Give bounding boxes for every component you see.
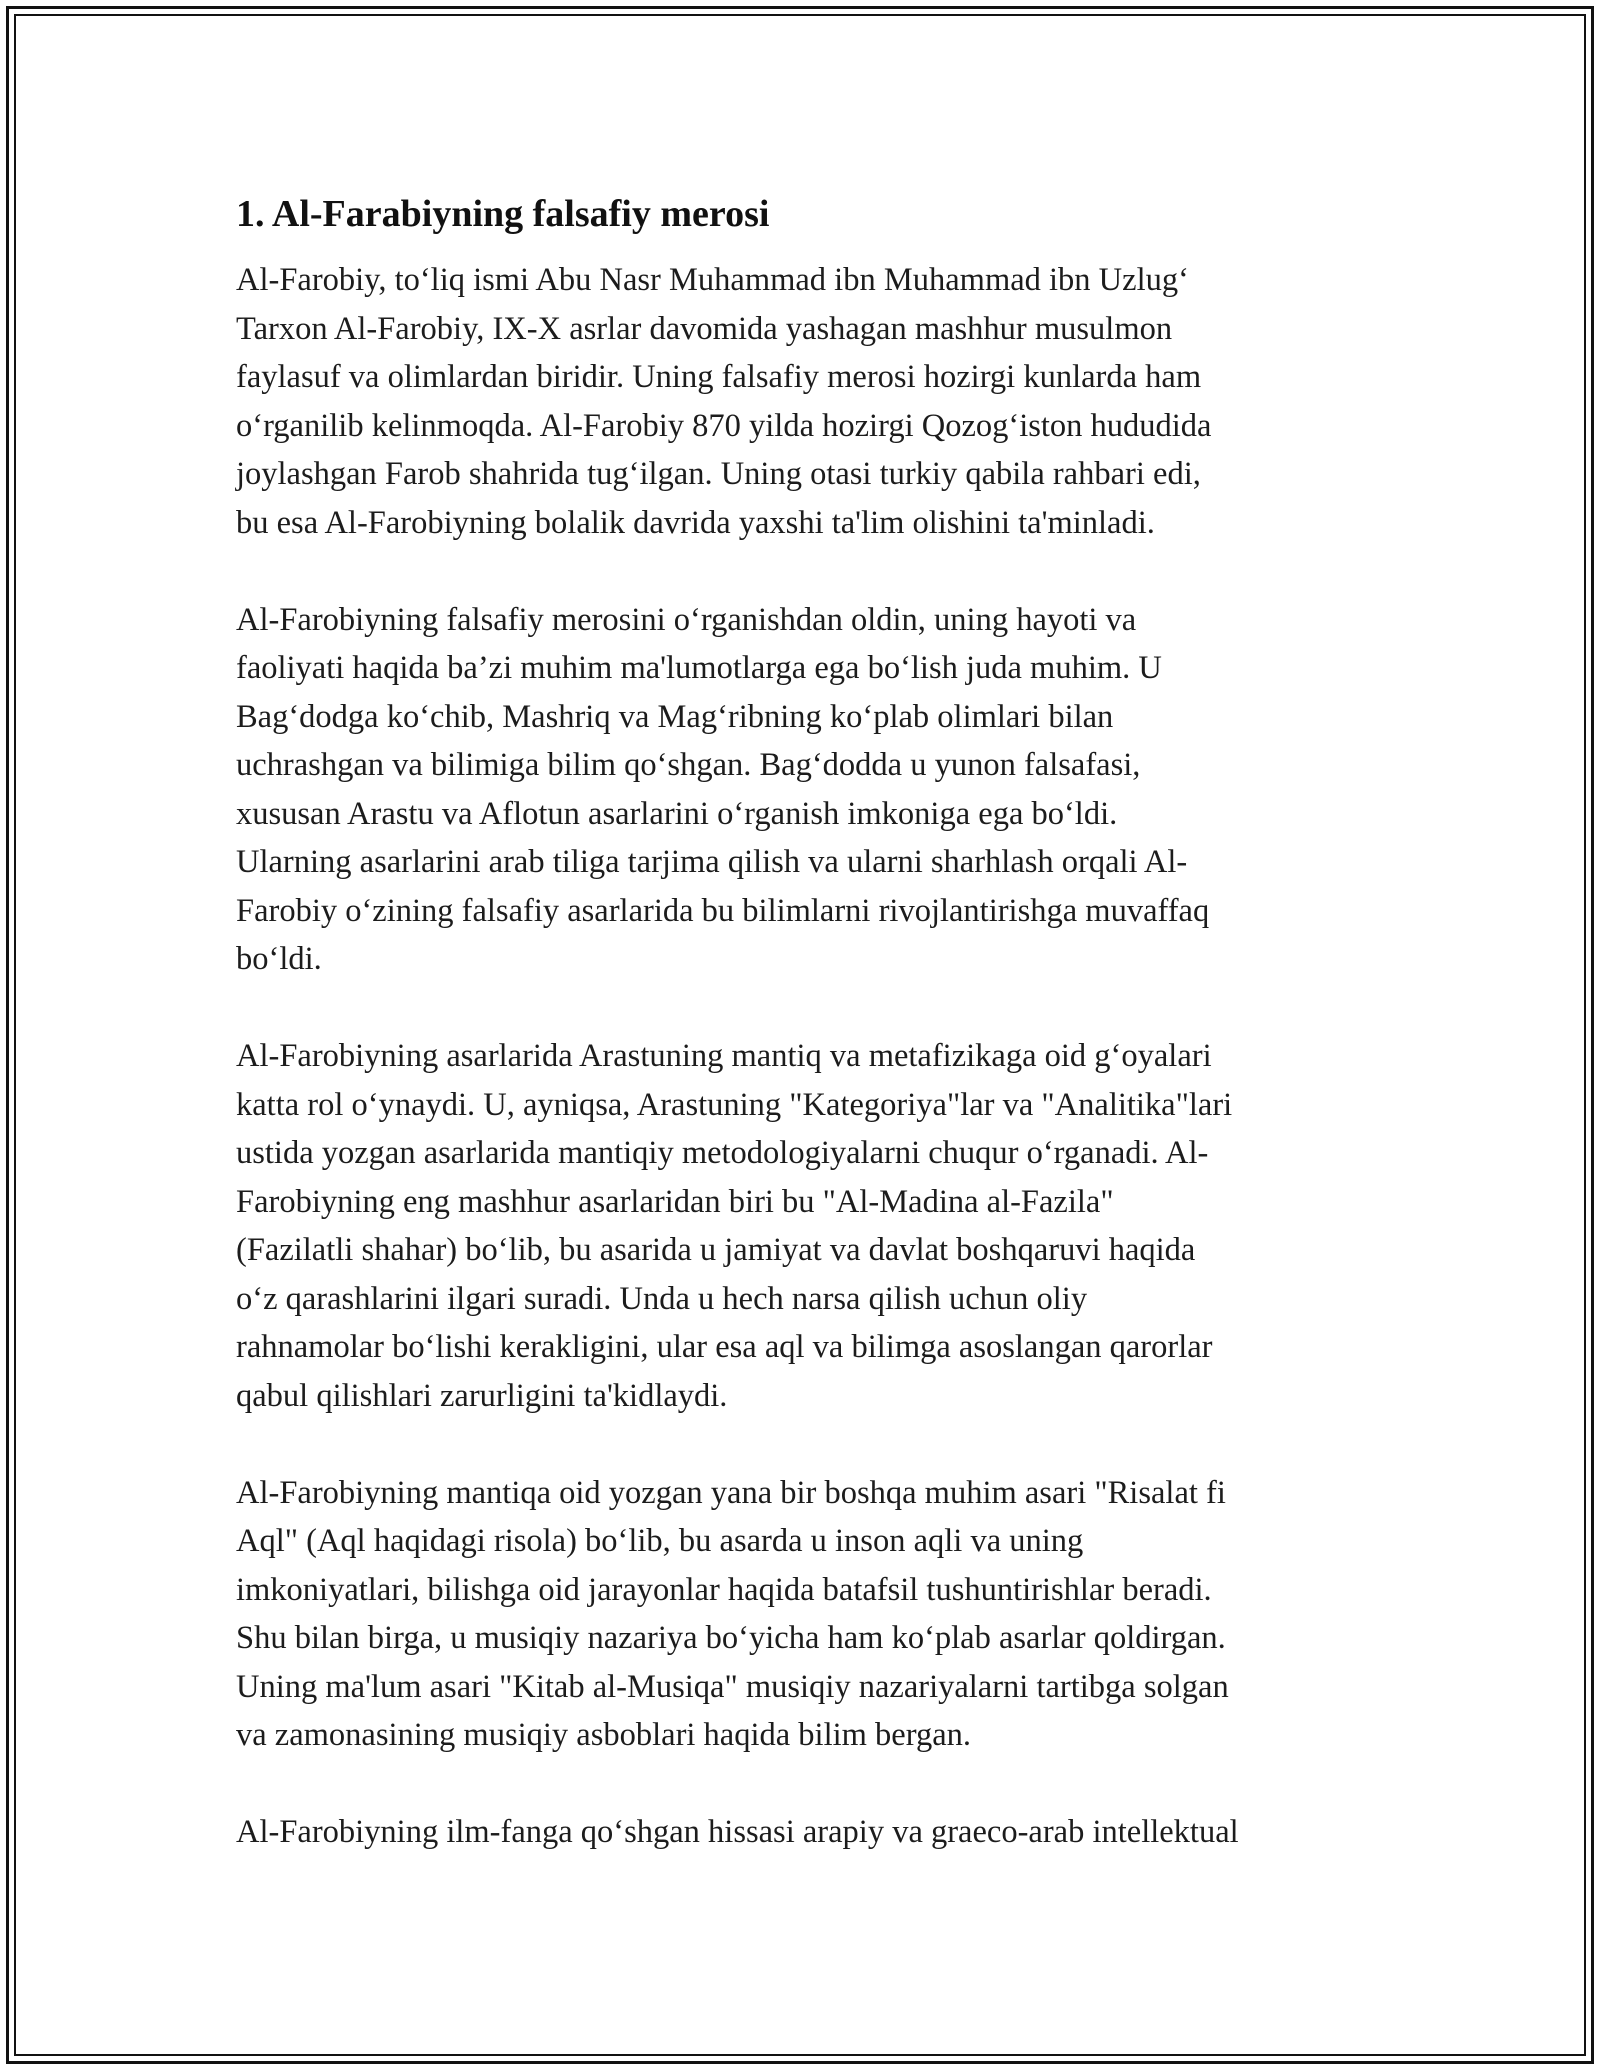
text-line: rahnamolar bo‘lishi kerakligini, ular esa aql va bilimga asoslangan qarorlar bbox=[236, 1329, 1213, 1365]
text-line: qabul qilishlari zarurligini ta'kidlaydi. bbox=[236, 1377, 728, 1414]
text-line: imkoniyatlari, bilishga oid jarayonlar haqida batafsil tushuntirishlar beradi. bbox=[236, 1571, 1212, 1608]
text-line: Farobiy o‘zining falsafiy asarlarida bu bilimlarni rivojlantirishga muvaffaq bbox=[236, 892, 1210, 929]
text-line: (Fazilatli shahar) bo‘lib, bu asarida u jamiyat va davlat boshqaruvi haqida bbox=[236, 1232, 1196, 1268]
paragraph-5 bbox=[236, 1808, 1366, 1857]
text-line: Tarxon Al-Farobiy, IX-X asrlar davomida yashagan mashhur musulmon bbox=[236, 310, 1173, 347]
text-line: Shu bilan birga, u musiqiy nazariya bo‘yicha ham ko‘plab asarlar qoldirgan. bbox=[236, 1620, 1226, 1656]
section-heading: 1. Al-Farabiyning falsafiy merosi bbox=[236, 193, 770, 235]
text-line: xususan Arastu va Aflotun asarlarini o‘rganish imkoniga ega bo‘ldi. bbox=[236, 795, 1118, 832]
text-line: joylashgan Farob shahrida tug‘ilgan. Uning otasi turkiy qabila rahbari edi, bbox=[236, 456, 1201, 492]
paragraph-1 bbox=[236, 256, 1366, 547]
text-line: o‘rganilib kelinmoqda. Al-Farobiy 870 yilda hozirgi Qozog‘iston hududida bbox=[236, 407, 1212, 444]
document-body bbox=[236, 186, 1366, 1905]
paragraph-3 bbox=[236, 1032, 1366, 1420]
paragraph-2 bbox=[236, 596, 1366, 984]
text-line: Ularning asarlarini arab tiliga tarjima qilish va ularni sharhlash orqali Al- bbox=[236, 844, 1188, 880]
text-line: Bag‘dodga ko‘chib, Mashriq va Mag‘ribning ko‘plab olimlari bilan bbox=[236, 698, 1114, 735]
text-line: Al-Farobiyning asarlarida Arastuning mantiq va metafizikaga oid g‘oyalari bbox=[236, 1038, 1212, 1074]
text-line: Al-Farobiyning mantiqa oid yozgan yana bir boshqa muhim asari "Risalat fi bbox=[236, 1474, 1226, 1511]
text-line: Aql" (Aql haqidagi risola) bo‘lib, bu asarda u inson aqli va uning bbox=[236, 1523, 1084, 1559]
text-line: uchrashgan va bilimiga bilim qo‘shgan. Bag‘dodda u yunon falsafasi, bbox=[236, 747, 1141, 783]
text-line: bo‘ldi. bbox=[236, 941, 322, 977]
text-line: faoliyati haqida ba’zi muhim ma'lumotlarga ega bo‘lish juda muhim. U bbox=[236, 650, 1162, 686]
text-line: Al-Farobiy, to‘liq ismi Abu Nasr Muhammad ibn Muhammad ibn Uzlug‘ bbox=[236, 262, 1189, 298]
text-line: Uning ma'lum asari "Kitab al-Musiqa" musiqiy nazariyalarni tartibga solgan bbox=[236, 1668, 1229, 1705]
text-line: o‘z qarashlarini ilgari suradi. Unda u hech narsa qilish uchun oliy bbox=[236, 1280, 1088, 1317]
text-line: faylasuf va olimlardan biridir. Uning falsafiy merosi hozirgi kunlarda ham bbox=[236, 359, 1202, 395]
text-line: va zamonasining musiqiy asboblari haqida bilim bergan. bbox=[236, 1717, 972, 1753]
text-line: Al-Farobiyning ilm-fanga qo‘shgan hissasi arapiy va graeco-arab intellektual bbox=[236, 1814, 1239, 1850]
text-line: Farobiyning eng mashhur asarlaridan biri bu "Al-Madina al-Fazila" bbox=[236, 1183, 1114, 1220]
paragraph-4 bbox=[236, 1469, 1366, 1760]
text-line: bu esa Al-Farobiyning bolalik davrida yaxshi ta'lim olishini ta'minladi. bbox=[236, 504, 1155, 541]
text-line: Al-Farobiyning falsafiy merosini o‘rganishdan oldin, uning hayoti va bbox=[236, 601, 1137, 638]
text-line: ustida yozgan asarlarida mantiqiy metodologiyalarni chuqur o‘rganadi. Al- bbox=[236, 1135, 1209, 1171]
text-line: katta rol o‘ynaydi. U, ayniqsa, Arastuning "Kategoriya"lar va "Analitika"lari bbox=[236, 1086, 1233, 1123]
